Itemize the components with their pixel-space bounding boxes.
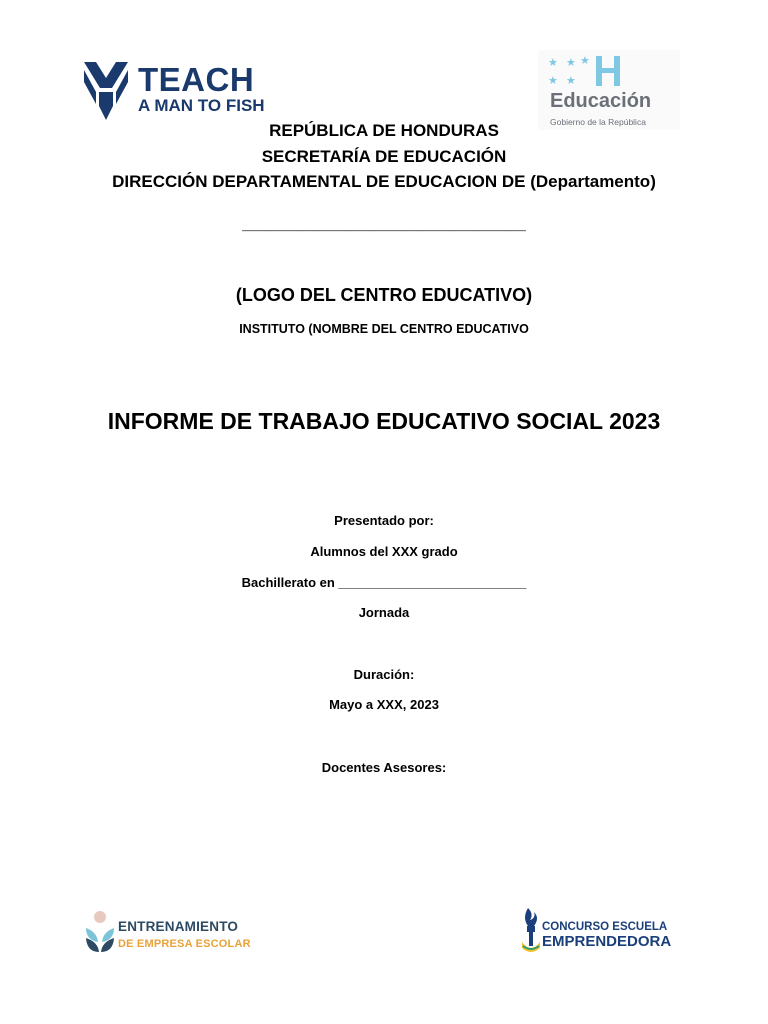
document-title: INFORME DE TRABAJO EDUCATIVO SOCIAL 2023 [107,408,661,434]
header-direction: DIRECCIÓN DEPARTAMENTAL DE EDUCACION DE (Departamento) [112,172,656,191]
svg-text:★: ★ [548,56,558,69]
header-blank-line: ______________________________ [242,214,526,233]
jornada-line: Jornada [358,605,410,620]
teach-logo-text: TEACH [138,61,255,98]
entrenamiento-logo-title: ENTRENAMIENTO [118,919,239,934]
school-name: INSTITUTO (NOMBRE DEL CENTRO EDUCATIVO [239,322,529,336]
concurso-logo-title: CONCURSO ESCUELA [542,921,668,933]
entrenamiento-logo-subtitle: DE EMPRESA ESCOLAR [118,938,251,950]
duration-value: Mayo a XXX, 2023 [329,697,439,712]
teach-emblem-icon [82,58,130,124]
sprout-icon [84,910,116,954]
educacion-logo-subtitle: Gobierno de la República [550,117,646,127]
presented-by-label: Presentado por: [334,513,434,528]
advisors-label: Docentes Asesores: [321,760,447,775]
duration-label: Duración: [353,667,415,682]
honduras-stars-h-icon [546,54,626,88]
bachillerato-line: Bachillerato en __________________________ [241,575,527,590]
svg-text:★: ★ [566,74,576,87]
students-line: Alumnos del XXX grado [310,544,458,559]
school-logo-placeholder: (LOGO DEL CENTRO EDUCATIVO) [235,285,533,305]
svg-text:★: ★ [548,74,558,87]
educacion-logo-title: Educación [550,90,652,112]
svg-text:★: ★ [580,54,590,67]
teach-logo-tagline: A MAN TO FISH [138,96,265,115]
torch-icon [520,906,542,954]
header-republic: REPÚBLICA DE HONDURAS [269,121,499,140]
header-secretariat: SECRETARÍA DE EDUCACIÓN [261,147,507,166]
concurso-logo-subtitle: EMPRENDEDORA [542,933,672,950]
svg-text:★: ★ [566,56,576,69]
